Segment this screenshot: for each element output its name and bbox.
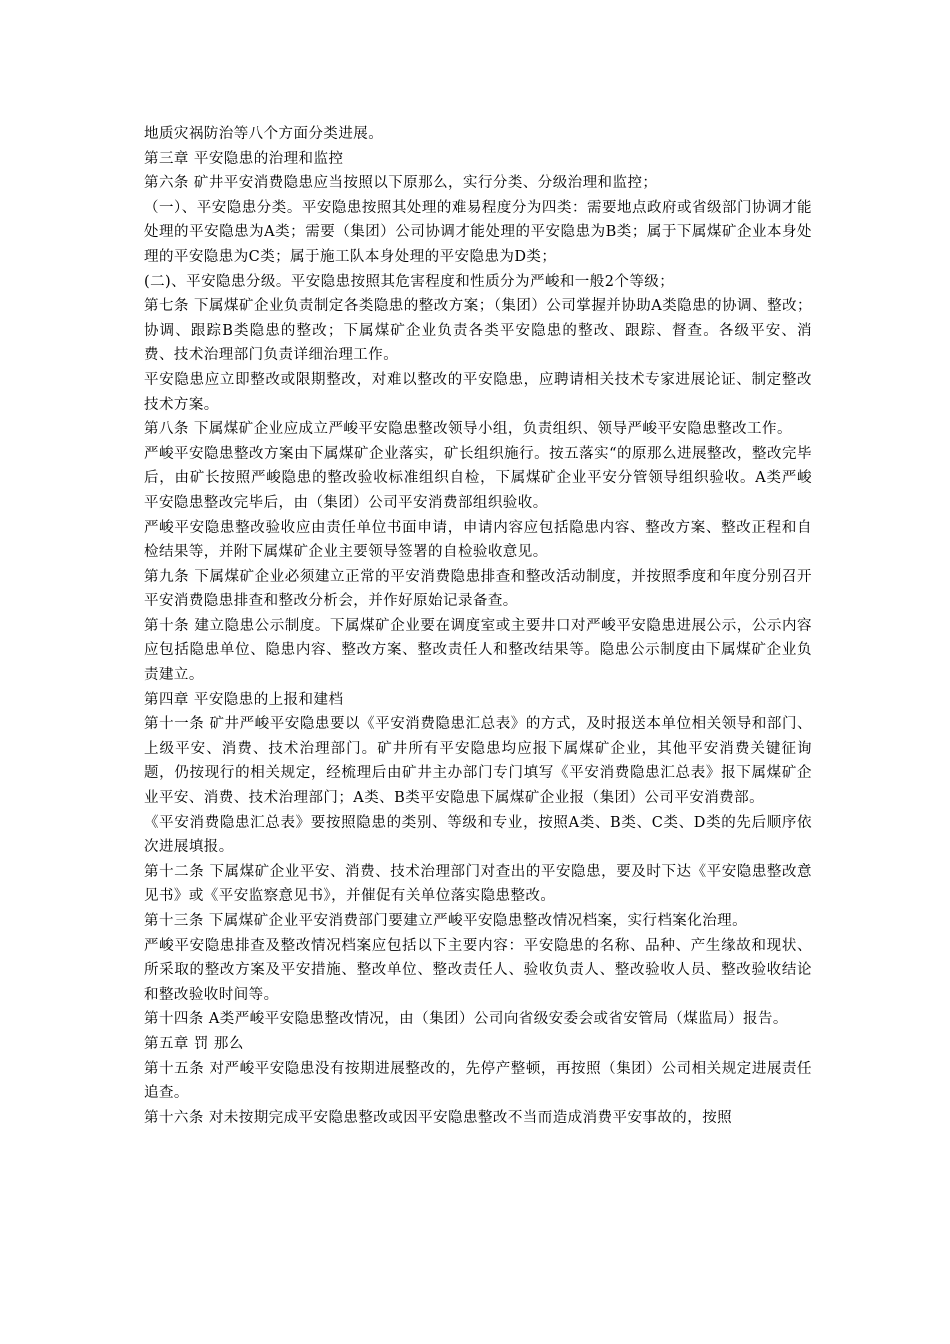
article-6-item-2: (二)、平安隐患分级。平安隐患按照其危害程度和性质分为严峻和一般2个等级； (144, 273, 675, 290)
document-page (144, 122, 812, 1130)
article-11: 第十一条 矿井严峻平安隐患要以《平安消费隐患汇总表》的方式，及时报送本单位相关领导和部门、上级平安、消费、技术治理部门。矿井所有平安隐患均应报下属煤矿企业，其他平安消费关键征询题，仍按现行的相关规定，经梳理后由矿井主办部门专门填写《平安消费隐患汇总表》报下属煤矿企业平安、消费、技术治理部门；A类、B类平安隐患下属煤矿企业报（集团）公司平安消费部。 (144, 716, 812, 807)
article-6-item-1: （一）、平安隐患分类。平安隐患按照其处理的难易程度分为四类：需要地点政府或省级部门协调才能处理的平安隐患为A类；需要（集团）公司协调才能处理的平安隐患为B类；属于下属煤矿企业本身处理的平安隐患为C类；属于施工队本身处理的平安隐患为D类； (144, 199, 812, 265)
article-13: 第十三条 下属煤矿企业平安消费部门要建立严峻平安隐患整改情况档案，实行档案化治理。 (144, 913, 748, 929)
chapter-3-heading: 第三章 平安隐患的治理和监控 (144, 150, 344, 167)
article-7-paragraph-2: 平安隐患应立即整改或限期整改，对难以整改的平安隐患，应聘请相关技术专家进展论证、制定整改技术方案。 (144, 371, 812, 413)
article-11-paragraph-2: 《平安消费隐患汇总表》要按照隐患的类别、等级和专业，按照A类、B类、C类、D类的先后顺序依次进展填报。 (144, 814, 812, 856)
article-8: 第八条 下属煤矿企业应成立严峻平安隐患整改领导小组，负责组织、领导严峻平安隐患整改工作。 (144, 421, 792, 438)
article-8-paragraph-3: 严峻平安隐患整改验收应由责任单位书面申请，申请内容应包括隐患内容、整改方案、整改正程和自检结果等，并附下属煤矿企业主要领导签署的自检验收意见。 (144, 519, 812, 561)
article-16: 第十六条 对未按期完成平安隐患整改或因平安隐患整改不当而造成消费平安事故的，按照 (144, 1109, 733, 1126)
article-13-paragraph-2: 严峻平安隐患排查及整改情况档案应包括以下主要内容：平安隐患的名称、品种、产生缘故和现状、所采取的整改方案及平安措施、整改单位、整改责任人、验收负责人、整改验收人员、整改验收结论和整改验收时间等。 (144, 937, 812, 1003)
article-12: 第十二条 下属煤矿企业平安、消费、技术治理部门对查出的平安隐患，要及时下达《平安隐患整改意见书》或《平安监察意见书》，并催促有关单位落实隐患整改。 (144, 863, 812, 905)
article-15: 第十五条 对严峻平安隐患没有按期进展整改的，先停产整顿，再按照（集团）公司相关规定进展责任追查。 (144, 1060, 812, 1102)
article-14: 第十四条 A类严峻平安隐患整改情况，由（集团）公司向省级安委会或省安管局（煤监局）报告。 (144, 1011, 788, 1028)
paragraph-1: 地质灾祸防治等八个方面分类进展。 (144, 126, 384, 142)
chapter-5-heading: 第五章 罚 那么 (144, 1035, 244, 1052)
article-7: 第七条 下属煤矿企业负责制定各类隐患的整改方案；（集团）公司掌握并协助A类隐患的协调、整改；协调、跟踪B类隐患的整改；下属煤矿企业负责各类平安隐患的整改、跟踪、督查。各级平安、消费、技术治理部门负责详细治理工作。 (144, 298, 812, 364)
article-6: 第六条 矿井平安消费隐患应当按照以下原那么，实行分类、分级治理和监控； (144, 175, 658, 192)
chapter-4-heading: 第四章 平安隐患的上报和建档 (144, 691, 344, 708)
article-8-paragraph-2: 严峻平安隐患整改方案由下属煤矿企业落实，矿长组织施行。按五落实“的原那么进展整改，整改完毕后，由矿长按照严峻隐患的整改验收标准组织自检，下属煤矿企业平安分管领导组织验收。A类严峻平安隐患整改完毕后，由（集团）公司平安消费部组织验收。 (144, 445, 812, 511)
article-9: 第九条 下属煤矿企业必须建立正常的平安消费隐患排查和整改活动制度，并按照季度和年度分别召开平安消费隐患排查和整改分析会，并作好原始记录备查。 (144, 568, 812, 610)
article-10: 第十条 建立隐患公示制度。下属煤矿企业要在调度室或主要井口对严峻平安隐患进展公示，公示内容应包括隐患单位、隐患内容、整改方案、整改责任人和整改结果等。隐患公示制度由下属煤矿企业负责建立。 (144, 617, 812, 684)
